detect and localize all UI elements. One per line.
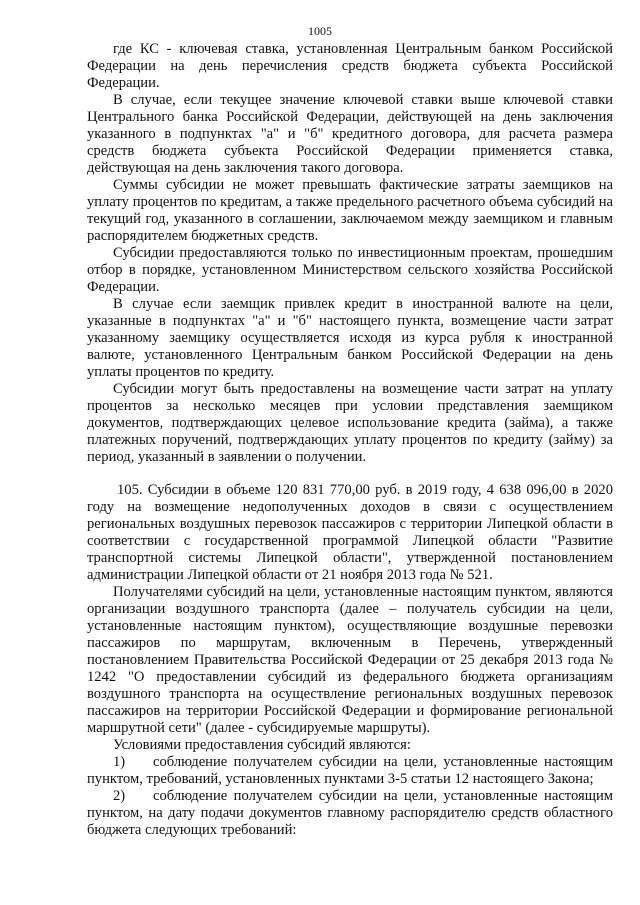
paragraph-subsidy-limit: Суммы субсидии не может превышать фактические затраты заемщиков на уплату процентов по кредитам, а также предельного расчетного объема субсидий на текущий год, указанного в соглашении, заключаемом между заемщиком и главным распорядителем бюджетных средств.	[87, 177, 613, 244]
list-item-marker: 1)	[113, 754, 126, 770]
paragraph-investment-projects: Субсидии предоставляются только по инвестиционным проектам, прошедшим отбор в порядке, установленном Министерством сельского хозяйства Российской Федерации.	[87, 245, 613, 295]
paragraph-foreign-currency: В случае если заемщик привлек кредит в иностранной валюте на цели, указанные в подпунктах "а" и "б" настоящего пункта, возмещение части затрат указанному заемщику осуществляется исходя из курса рубля к иностранной валюте, установленного Центральным банком Российской Федерации на день уплаты процентов по кредиту.	[87, 296, 613, 380]
paragraph-clause-105: 105. Субсидии в объеме 120 831 770,00 руб. в 2019 году, 4 638 096,00 в 2020 году на возмещение недополученных доходов в связи с осуществлением региональных воздушных перевозок пассажиров с территории Липецкой области в соответствии с государственной программой Липецкой области "Развитие транспортной системы Липецкой области", утвержденной постановлением администрации Липецкой области от 21 ноября 2013 года № 521.	[87, 482, 613, 583]
list-item-text: соблюдение получателем субсидии на цели, установленные настоящим пунктом, требований, установленных пунктами 3-5 статьи 12 настоящего Закона;	[87, 754, 613, 787]
paragraph-recipients: Получателями субсидий на цели, установленные настоящим пунктом, являются организации воздушного транспорта (далее – получатель субсидии на цели, установленные настоящим пунктом), осуществляющие воздушные перевозки пассажиров по маршрутам, включенным в Перечень, утвержденный постановлением Правительства Российской Федерации от 25 декабря 2013 года № 1242 "О предоставлении субсидий из федерального бюджета организациям воздушного транспорта на осуществление региональных воздушных перевозок пассажиров на территории Российской Федерации и формирование региональной маршрутной сети" (далее - субсидируемые маршруты).	[87, 584, 613, 736]
document-body	[87, 41, 613, 839]
list-item	[87, 754, 613, 788]
list-item	[87, 788, 613, 839]
page-number: 1005	[308, 24, 332, 38]
paragraph-conditions-heading: Условиями предоставления субсидий являются:	[113, 737, 411, 753]
list-item-marker: 2)	[113, 788, 126, 804]
paragraph-key-rate-condition: В случае, если текущее значение ключевой ставки выше ключевой ставки Центрального банка Российской Федерации, действующей на день заключения указанного в подпунктах "а" и "б" кредитного договора, для расчета размера средств бюджета субъекта Российской Федерации применяется ставка, действующая на день заключения такого договора.	[87, 92, 613, 176]
paragraph-key-rate-definition: где КС - ключевая ставка, установленная Центральным банком Российской Федерации на день перечисления средств бюджета субъекта Российской Федерации.	[87, 41, 613, 91]
list-item-text: соблюдение получателем субсидии на цели, установленные настоящим пунктом, на дату подачи документов главному распорядителю средств областного бюджета следующих требований:	[87, 788, 613, 838]
paragraph-multi-month: Субсидии могут быть предоставлены на возмещение части затрат на уплату процентов за несколько месяцев при условии представления заемщиком документов, подтверждающих целевое использование кредита (займа), а также платежных поручений, подтверждающих уплату процентов по кредиту (займу) за период, указанный в заявлении о получении.	[87, 381, 613, 465]
